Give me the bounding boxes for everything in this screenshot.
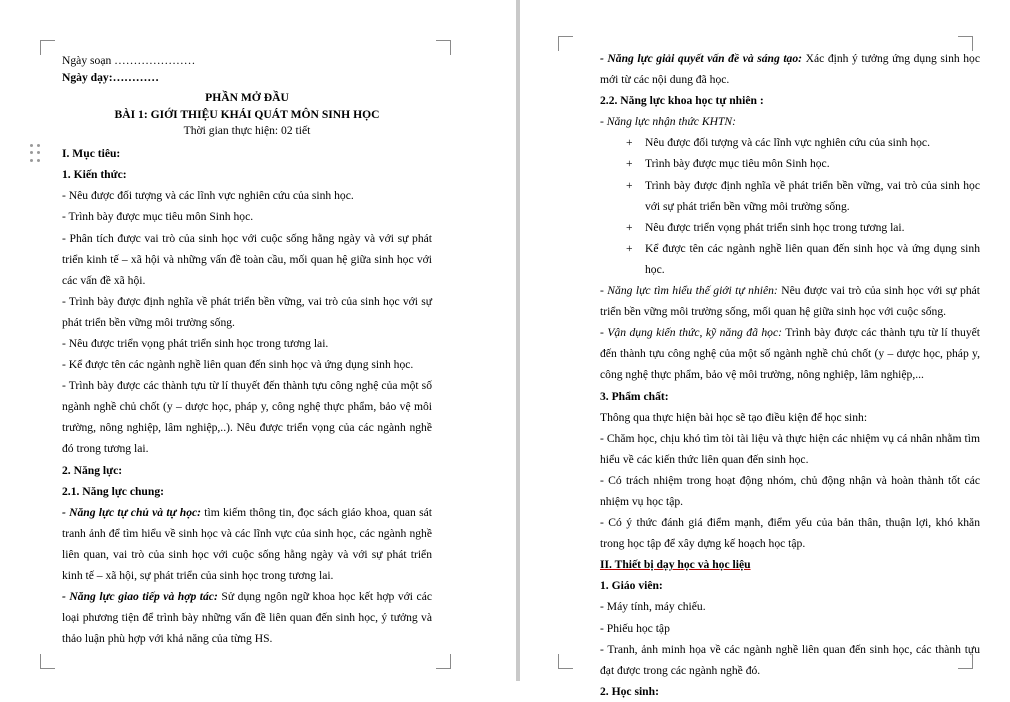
list-item-text: Nêu được đối tượng và các lĩnh vực nghiên cứu của sinh học. [645,136,930,150]
paragraph: - Máy tính, máy chiếu. [600,600,706,614]
heading-competency: 2. Năng lực: [62,463,123,477]
heading-objectives: I. Mục tiêu: [62,147,121,161]
paragraph: - Kể được tên các ngành nghề liên quan đến sinh học và ứng dụng sinh học. [62,358,414,372]
document-title-part: PHẦN MỞ ĐẦU [205,90,289,104]
list-item-text: Trình bày được định nghĩa về phát triển bền vững, vai trò của sinh học với sự phát triển bền vững môi trường sống. [645,178,980,213]
list-item [600,238,980,280]
list-item-text: Kể được tên các ngành nghề liên quan đến sinh học và ứng dụng sinh học. [645,241,980,276]
document-page-right[interactable] [520,0,1010,698]
paragraph: - Nêu được đối tượng và các lĩnh vực nghiên cứu của sinh học. [62,189,354,203]
inline-body: tìm kiếm thông tin, đọc sách giáo khoa, quan sát tranh ảnh để tìm hiểu về sinh học và các lĩnh vực của sinh học, các ngành nghề liên quan, vai trò của sinh học với cuộc sống hằng ngày và với sự phát triển kinh tế – xã hội, sự phát triển của sinh học trong tương lai. [62,505,432,583]
bullet-marker: + [626,136,633,150]
paragraph: - Có ý thức đánh giá điểm mạnh, điểm yếu của bản thân, thuận lợi, khó khăn trong học tập để xây dựng kế hoạch học tập. [600,516,980,551]
inline-heading: - Năng lực tự chủ và tự học: [62,505,202,519]
subheading-awareness: - Năng lực nhận thức KHTN: [600,115,736,129]
bullet-marker: + [626,220,633,234]
paragraph: - Chăm học, chịu khó tìm tòi tài liệu và thực hiện các nhiệm vụ cá nhân nhằm tìm hiểu về các kiến thức liên quan đến sinh học. [600,431,980,466]
document-page-left[interactable] [0,0,516,681]
inline-heading: - Năng lực giao tiếp và hợp tác: [62,590,218,604]
paragraph: Thông qua thực hiện bài học sẽ tạo điều kiện để học sinh: [600,410,868,424]
crop-mark-bottom-right [436,654,451,669]
inline-body: Nêu được vai trò của sinh học với sự phát triển bền vững môi trường sống, mối quan hệ giữa sinh học với cuộc sống. [600,284,980,319]
list-item-text: Nêu được triển vọng phát triển sinh học trong tương lai. [645,220,905,234]
list-item [600,153,980,174]
list-item [600,217,980,238]
paragraph-apply-knowledge [600,322,980,385]
inline-heading: - Năng lực tìm hiểu thế giới tự nhiên: [600,284,778,298]
heading-teaching-equipment: II. Thiết bị dạy học và học liệu [600,558,751,572]
heading-student: 2. Học sinh: [600,684,659,698]
list-item [600,132,980,153]
paragraph: - Nêu được triển vọng phát triển sinh học trong tương lai. [62,337,329,351]
inline-body: Sử dụng ngôn ngữ khoa học kết hợp với các loại phương tiện để trình bày những vấn đề liên quan đến sinh học, ý tưởng và thảo luận phù hợp với khả năng của từng HS. [62,590,432,646]
heading-qualities: 3. Phẩm chất: [600,389,669,403]
paragraph: - Tranh, ảnh minh họa về các ngành nghề liên quan đến sinh học, các thành tựu đạt được trong các ngành nghề đó. [600,642,980,677]
date-taught-line: Ngày dạy:………… [62,71,159,85]
inline-heading: - Vận dụng kiến thức, kỹ năng đã học: [600,326,782,340]
paragraph: - Trình bày được các thành tựu từ lí thuyết đến thành tựu công nghệ của một số ngành nghề chủ chốt (y – dược học, pháp y, công nghệ thực phẩm, bảo vệ môi trường, nông nghiệp, lâm nghiệp,..). Nêu được triển vọng của các ngành nghề đó trong tương lai. [62,379,432,456]
list-item-text: Trình bày được mục tiêu môn Sinh học. [645,157,830,171]
bullet-marker: + [626,157,633,171]
drag-handle-icon[interactable] [30,144,42,164]
paragraph-self-learning [62,502,432,586]
document-title-lesson: BÀI 1: GIỚI THIỆU KHÁI QUÁT MÔN SINH HỌC [114,107,380,121]
paragraph: - Phân tích được vai trò của sinh học với cuộc sống hằng ngày và với sự phát triển kinh tế – xã hội và những vấn đề toàn cầu, mối quan hệ giữa sinh học với các vấn đề xã hội. [62,231,432,287]
crop-mark-top-left [40,40,55,55]
date-prepared-line: Ngày soạn ………………… [62,54,196,67]
paragraph-communication [62,586,432,649]
list-item [600,175,980,217]
inline-heading: - Năng lực giải quyết vấn đề và sáng tạo: [600,52,803,65]
bullet-marker: + [626,178,633,192]
heading-knowledge: 1. Kiến thức: [62,168,127,182]
paragraph-problem-solving [600,48,980,90]
crop-mark-bottom-left [40,654,55,669]
heading-teacher: 1. Giáo viên: [600,579,663,593]
heading-general-competency: 2.1. Năng lực chung: [62,484,164,498]
crop-mark-top-right [436,40,451,55]
document-subtitle-duration: Thời gian thực hiện: 02 tiết [183,124,311,138]
crop-mark-top-left [558,36,573,51]
inline-body: Trình bày được các thành tựu từ lí thuyết đến thành tựu công nghệ của một số ngành nghề chủ chốt (y – dược học, pháp y, công nghệ thực phẩm, bảo vệ môi trường, nông nghiệp, lâm nghiệp,... [600,326,981,382]
heading-science-competency: 2.2. Năng lực khoa học tự nhiên : [600,94,764,108]
right-page-content [600,48,980,702]
paragraph: - Có trách nhiệm trong hoạt động nhóm, chủ động nhận và hoàn thành tốt các nhiệm vụ học tập. [600,473,980,508]
paragraph: - Trình bày được định nghĩa về phát triển bền vững, vai trò của sinh học với sự phát triển bền vững môi trường sống. [62,294,432,329]
paragraph: - Phiếu học tập [600,621,670,635]
crop-mark-bottom-left [558,654,573,669]
inline-body: Xác định ý tưởng ứng dụng sinh học mới từ các nội dung đã học. [600,52,980,87]
paragraph-explore-nature [600,280,980,322]
bullet-marker: + [626,241,633,255]
paragraph: - Trình bày được mục tiêu môn Sinh học. [62,210,254,224]
left-page-content [62,52,432,649]
